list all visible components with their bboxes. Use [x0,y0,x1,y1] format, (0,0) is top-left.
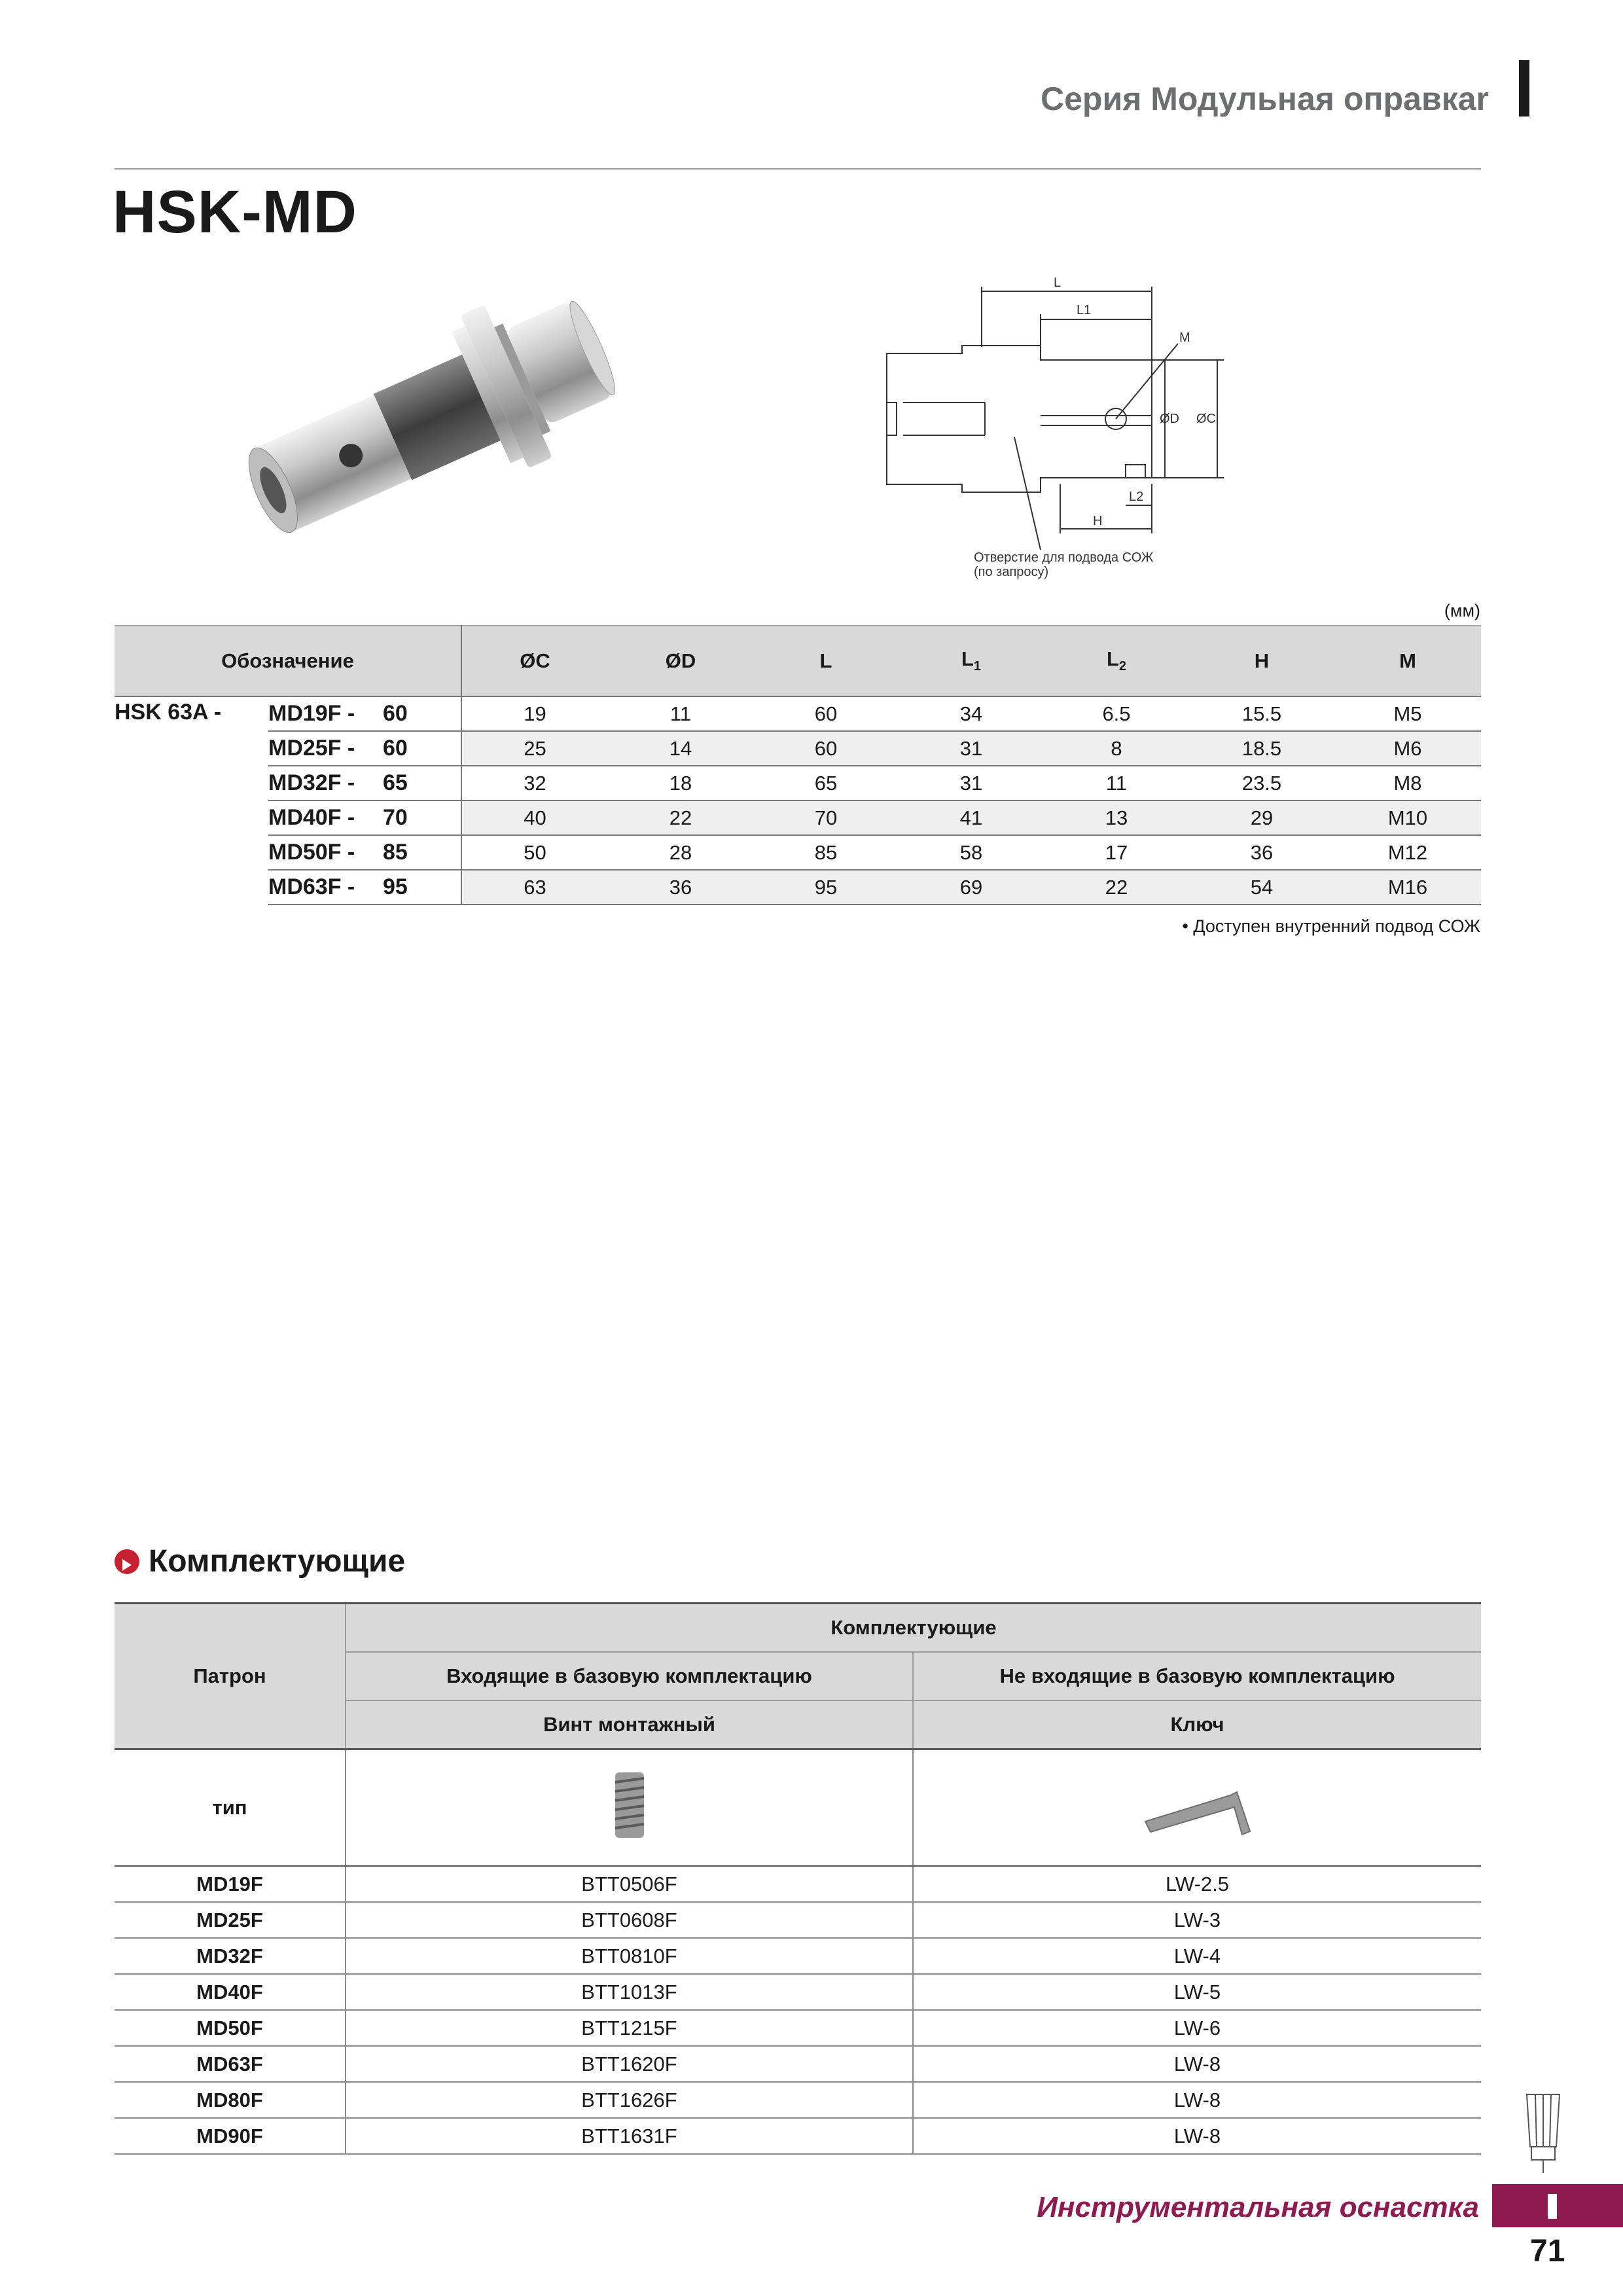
screw-cell: BTT1215F [346,2010,913,2046]
key-cell: LW-5 [913,1974,1481,2010]
spec-row [115,731,1481,766]
header-h: H [1189,626,1334,696]
dim-label-M: M [1179,331,1190,345]
header-screw: Винт монтажный [346,1700,913,1749]
c-cell: 50 [461,835,608,870]
l-cell: 60 [753,731,899,766]
series-title: Серия Модульная оправкаr [1041,81,1489,117]
spec-row [115,870,1481,905]
acc-header-row [115,1604,1481,1653]
chuck-cell: MD19F [115,1866,346,1902]
l1-cell: 34 [899,696,1044,731]
l2-cell: 6.5 [1044,696,1189,731]
chuck-cell: MD80F [115,2082,346,2118]
coolant-hole-note: Отверстие для подвода СОЖ [974,550,1154,565]
key-image-cell [913,1749,1481,1867]
length-cell: 60 [383,696,461,731]
l-cell: 95 [753,870,899,905]
l2-cell: 17 [1044,835,1189,870]
chuck-cell: MD40F [115,1974,346,2010]
l2-cell: 22 [1044,870,1189,905]
dim-label-L1: L1 [1077,303,1092,317]
dim-label-H: H [1093,514,1103,528]
acc-row [115,1938,1481,1974]
h-cell: 54 [1189,870,1334,905]
length-cell: 85 [383,835,461,870]
mounting-screw-icon [610,1769,649,1841]
m-cell: M6 [1334,731,1481,766]
length-cell: 60 [383,731,461,766]
acc-row [115,1902,1481,1938]
d-cell: 28 [608,835,753,870]
dim-label-L2: L2 [1129,490,1144,504]
dim-label-C: ØC [1196,412,1216,426]
acc-row [115,2118,1481,2154]
screw-cell: BTT1626F [346,2082,913,2118]
h-cell: 23.5 [1189,766,1334,800]
header-designation: Обозначение [115,626,461,696]
accessories-heading-text: Комплектующие [149,1544,406,1579]
l1-cell: 31 [899,731,1044,766]
spec-row [115,696,1481,731]
unit-note: (мм) [1444,601,1480,620]
coolant-hole-note-sub: (по запросу) [974,565,1049,579]
dim-label-D: ØD [1160,412,1179,426]
key-cell: LW-8 [913,2082,1481,2118]
m-cell: M8 [1334,766,1481,800]
screw-cell: BTT1620F [346,2046,913,2082]
section-marker [1548,2194,1557,2219]
arrow-circle-icon [115,1549,139,1574]
hex-key-icon [1139,1769,1257,1841]
c-cell: 40 [461,800,608,835]
l-cell: 85 [753,835,899,870]
header-l1: $L_1$ [899,626,1044,696]
chuck-cell: MD50F [115,2010,346,2046]
model-cell: MD19F - [268,696,383,731]
m-cell: M16 [1334,870,1481,905]
spec-row [115,835,1481,870]
m-cell: M5 [1334,696,1481,731]
header-l: L [753,626,899,696]
acc-row [115,1866,1481,1902]
header-included: Входящие в базовую комплектацию [346,1652,913,1700]
l-cell: 65 [753,766,899,800]
header-c: ØC [461,626,608,696]
chuck-cell: MD25F [115,1902,346,1938]
acc-row [115,2010,1481,2046]
spec-row [115,800,1481,835]
model-cell: MD32F - [268,766,383,800]
c-cell: 63 [461,870,608,905]
spec-row [115,766,1481,800]
m-cell: M10 [1334,800,1481,835]
model-cell: MD50F - [268,835,383,870]
type-row [115,1749,1481,1867]
l-cell: 60 [753,696,899,731]
accessories-heading [115,1543,405,1579]
l-cell: 70 [753,800,899,835]
l1-cell: 41 [899,800,1044,835]
acc-row [115,2082,1481,2118]
section-marker [1519,60,1529,117]
key-cell: LW-4 [913,1938,1481,1974]
h-cell: 15.5 [1189,696,1334,731]
coolant-footnote: • Доступен внутренний подвод СОЖ [1182,916,1480,936]
key-cell: LW-8 [913,2046,1481,2082]
screw-cell: BTT0810F [346,1938,913,1974]
type-label: тип [115,1749,346,1867]
c-cell: 19 [461,696,608,731]
c-cell: 32 [461,766,608,800]
footer-section-text: Инструментальная оснастка [1037,2191,1479,2223]
key-cell: LW-6 [913,2010,1481,2046]
product-title: HSK-MD [113,179,357,245]
header-key: Ключ [913,1700,1481,1749]
m-cell: M12 [1334,835,1481,870]
chuck-cell: MD90F [115,2118,346,2154]
key-cell: LW-3 [913,1902,1481,1938]
l2-cell: 11 [1044,766,1189,800]
spec-header-row [115,626,1481,696]
model-cell: MD40F - [268,800,383,835]
l1-cell: 69 [899,870,1044,905]
technical-drawing [877,268,1243,596]
dim-label-L: L [1054,276,1061,290]
key-cell: LW-8 [913,2118,1481,2154]
acc-row [115,2046,1481,2082]
h-cell: 36 [1189,835,1334,870]
screw-cell: BTT1631F [346,2118,913,2154]
h-cell: 18.5 [1189,731,1334,766]
h-cell: 29 [1189,800,1334,835]
header-not-included: Не входящие в базовую комплектацию [913,1652,1481,1700]
header-l2: $L_2$ [1044,626,1189,696]
key-cell: LW-2.5 [913,1866,1481,1902]
header-chuck: Патрон [115,1604,346,1749]
spec-table [115,625,1481,905]
collet-icon [1517,2088,1569,2179]
header-divider [115,168,1481,170]
header-m: M [1334,626,1481,696]
length-cell: 70 [383,800,461,835]
footer-section-tab [1492,2184,1623,2227]
group-label: HSK 63A - [115,700,222,725]
l2-cell: 13 [1044,800,1189,835]
chuck-cell: MD63F [115,2046,346,2082]
tool-holder-photo [236,262,628,563]
page-number: 71 [1530,2234,1565,2269]
l2-cell: 8 [1044,731,1189,766]
l1-cell: 31 [899,766,1044,800]
header-d: ØD [608,626,753,696]
d-cell: 11 [608,696,753,731]
d-cell: 18 [608,766,753,800]
acc-row [115,1974,1481,2010]
screw-image-cell [346,1749,913,1867]
d-cell: 22 [608,800,753,835]
l1-cell: 58 [899,835,1044,870]
screw-cell: BTT1013F [346,1974,913,2010]
model-cell: MD25F - [268,731,383,766]
chuck-cell: MD32F [115,1938,346,1974]
c-cell: 25 [461,731,608,766]
accessories-table [115,1602,1481,2155]
d-cell: 36 [608,870,753,905]
screw-cell: BTT0608F [346,1902,913,1938]
length-cell: 95 [383,870,461,905]
d-cell: 14 [608,731,753,766]
screw-cell: BTT0506F [346,1866,913,1902]
model-cell: MD63F - [268,870,383,905]
header-accessories: Комплектующие [346,1604,1481,1653]
length-cell: 65 [383,766,461,800]
